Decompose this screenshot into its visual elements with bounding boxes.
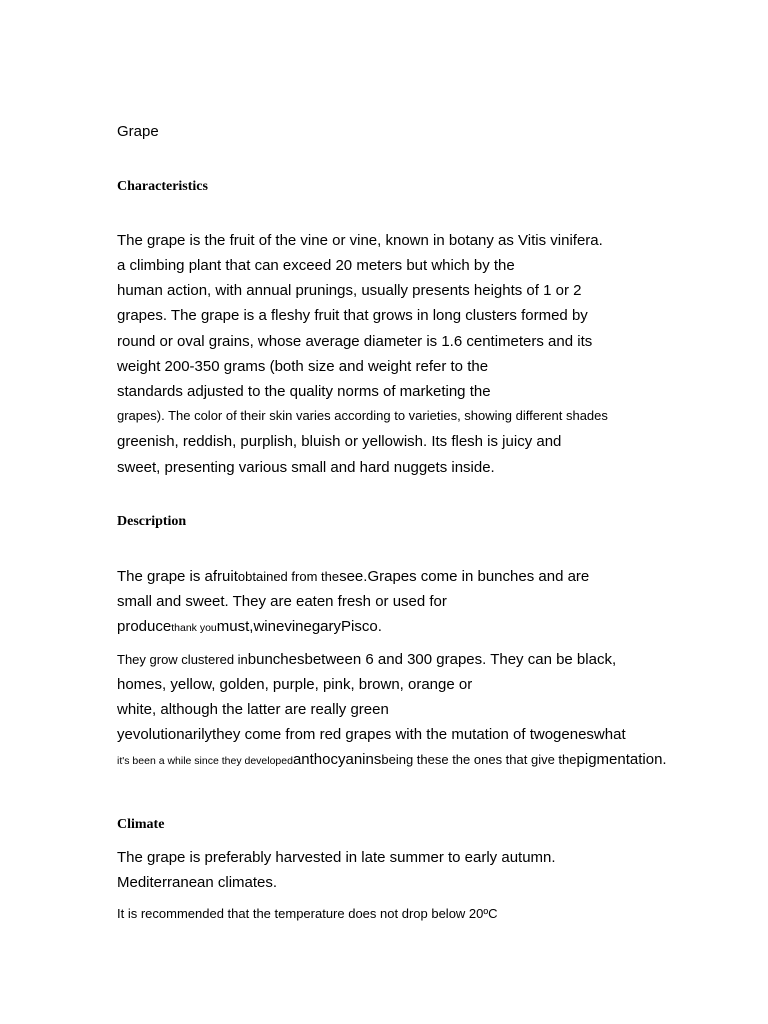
paragraph-line: human action, with annual prunings, usually presents heights of 1 or 2 xyxy=(117,282,582,299)
paragraph-line: Mediterranean climates. xyxy=(117,874,278,891)
text-run: fruit xyxy=(212,568,238,585)
paragraph-line: small and sweet. They are eaten fresh or used for xyxy=(117,593,447,610)
paragraph-line: The grape is the fruit of the vine or vine, known in botany as Vitis vinifera. xyxy=(117,232,603,249)
text-run: wine xyxy=(253,618,285,635)
text-run: Pisco. xyxy=(341,618,382,635)
paragraph-line xyxy=(117,752,667,767)
text-run: anthocyanins xyxy=(292,751,382,768)
paragraph-line: sweet, presenting various small and hard nuggets inside. xyxy=(117,459,495,476)
text-run: must, xyxy=(216,618,254,635)
document-title: Grape xyxy=(117,123,159,140)
text-run: thank you xyxy=(171,622,217,634)
paragraph-line: round or oval grains, whose average diameter is 1.6 centimeters and its xyxy=(117,333,593,350)
paragraph-line: The grape is preferably harvested in late summer to early autumn. xyxy=(117,849,556,866)
text-run: see. xyxy=(339,568,368,585)
text-run: between 6 and 300 grapes. They can be black, xyxy=(304,651,617,668)
paragraph-line xyxy=(117,569,589,584)
paragraph-line xyxy=(117,619,382,634)
paragraph-line: greenish, reddish, purplish, bluish or yellowish. Its flesh is juicy and xyxy=(117,433,562,450)
text-run: Grapes come in bunches and are xyxy=(367,568,590,585)
paragraph-line: homes, yellow, golden, purple, pink, brown, orange or xyxy=(117,676,473,693)
paragraph-line: grapes). The color of their skin varies according to varieties, showing different shades xyxy=(117,408,608,423)
text-run: vinegary xyxy=(284,618,342,635)
section-heading-characteristics: Characteristics xyxy=(117,179,208,194)
text-run: bunches xyxy=(247,651,305,668)
section-heading-climate: Climate xyxy=(117,817,165,832)
text-run: produce xyxy=(117,618,172,635)
text-run: they come from red grapes with the mutation of two xyxy=(212,726,554,743)
paragraph-line: It is recommended that the temperature does not drop below 20ºC xyxy=(117,906,498,921)
text-run: it's been a while since they developed xyxy=(117,755,293,767)
text-run: pigmentation. xyxy=(576,751,667,768)
text-run: The grape is a xyxy=(117,568,213,585)
paragraph-line: standards adjusted to the quality norms of marketing the xyxy=(117,383,491,400)
text-run: yevolutionarily xyxy=(117,726,213,743)
section-heading-description: Description xyxy=(117,514,187,529)
text-run: obtained from the xyxy=(237,569,340,584)
paragraph-line: grapes. The grape is a fleshy fruit that grows in long clusters formed by xyxy=(117,307,588,324)
paragraph-line xyxy=(117,652,616,667)
text-run: being these the ones that give the xyxy=(381,752,577,767)
paragraph-line: white, although the latter are really green xyxy=(117,701,389,718)
paragraph-line: weight 200-350 grams (both size and weight refer to the xyxy=(117,358,489,375)
text-run: what xyxy=(593,726,626,743)
text-run: They grow clustered in xyxy=(117,652,248,667)
paragraph-line: a climbing plant that can exceed 20 meters but which by the xyxy=(117,257,515,274)
paragraph-line xyxy=(117,727,626,742)
text-run: genes xyxy=(553,726,594,743)
